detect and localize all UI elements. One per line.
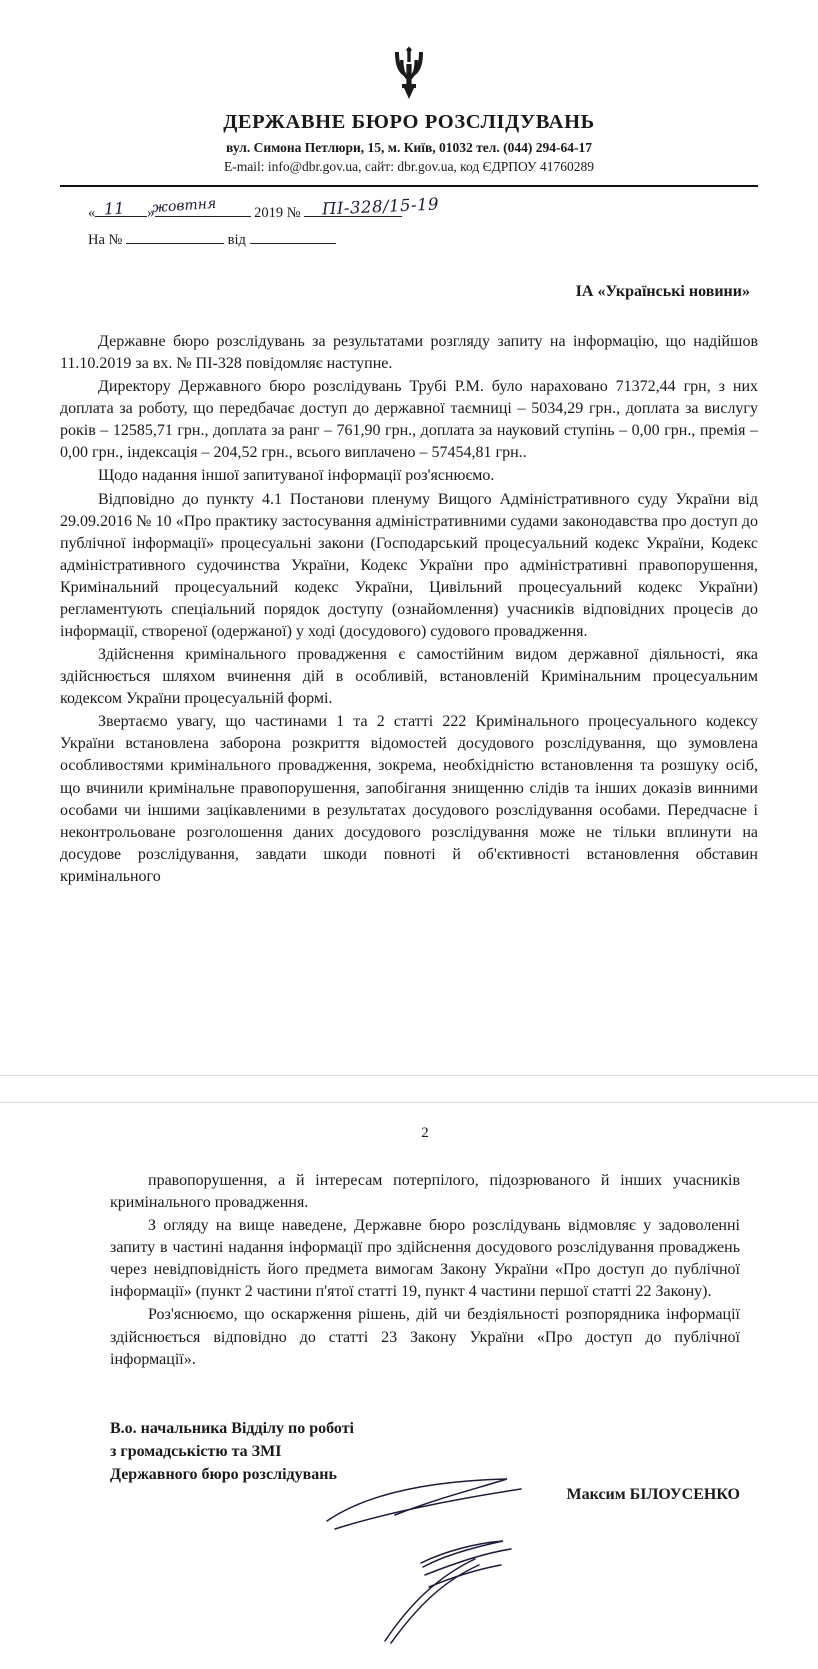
addressee: ІА «Українські новини»	[575, 283, 750, 300]
paragraph: Директору Державного бюро розслідувань Трубі Р.М. було нараховано 71372,44 грн, з них доплата за роботу, що передбачає доступ до державної таємниці – 5034,29 грн., доплата за вислугу років – 12585,71 грн., доплата за ранг – 761,90 грн., доплата за науковий ступінь – 0,00 грн., премія – 0,00 грн., індексація – 204,52 грн., всього виплачено – 57454,81 грн..	[60, 378, 758, 462]
registration-year: 2019	[254, 205, 284, 221]
page-number: 2	[421, 1125, 429, 1141]
page-separator	[0, 1075, 818, 1103]
emblem-container	[60, 46, 758, 105]
ukraine-trident-emblem-icon	[389, 46, 429, 100]
quote-open: «	[88, 205, 96, 221]
organization-address: вул. Симона Петлюри, 15, м. Київ, 01032 тел. (044) 294-64-17	[226, 140, 592, 155]
paragraph: Щодо надання іншої запитуваної інформації роз'яснюємо.	[98, 467, 495, 485]
handwritten-month: жовтня	[151, 195, 217, 217]
signer-position-line-3: Державного бюро розслідувань	[110, 1466, 337, 1484]
incoming-label: На №	[88, 232, 123, 248]
incoming-number-blank	[126, 228, 224, 244]
header-divider	[60, 185, 758, 187]
registration-number-label: №	[286, 205, 301, 221]
paragraph: Звертаємо увагу, що частинами 1 та 2 статті 222 Кримінального процесуального кодексу України встановлена заборона розкриття відомостей досудового розслідування, що зумовлена особливостями кримінального провадження, зокрема, необхідністю встановлення та розшуку осіб, що вчинили кримінальне правопорушення, запобігання знищенню слідів та інших доказів винними особами чи іншими зацікавленими в результатах досудового розслідування особами. Передчасне і неконтрольоване розголошення даних досудового розслідування може не тільки вплинути на досудове розслідування, завдати шкоди повноті й об'єктивності встановлення обставин кримінального	[60, 713, 758, 885]
incoming-line	[88, 228, 336, 249]
signer-name: Максим БІЛОУСЕНКО	[566, 1485, 740, 1503]
paragraph: Державне бюро розслідувань за результатами розгляду запиту на інформацію, що надійшов 11.10.2019 за вх. № ПІ-328 повідомляє наступне.	[60, 333, 758, 373]
incoming-date-blank	[250, 228, 336, 244]
signer-position	[110, 1417, 410, 1487]
paragraph: Роз'яснюємо, що оскарження рішень, дій чи бездіяльності розпорядника інформації здійснюється відповідно до статті 23 Закону України «Про доступ до публічної інформації».	[110, 1306, 740, 1368]
incoming-date-label: від	[227, 232, 246, 248]
paragraph: правопорушення, а й інтересам потерпілого, підозрюваного й інших учасників кримінального провадження.	[110, 1172, 740, 1212]
registration-block	[60, 194, 758, 261]
organization-title: ДЕРЖАВНЕ БЮРО РОЗСЛІДУВАНЬ	[223, 111, 595, 133]
organization-contacts: E-mail: info@dbr.gov.ua, сайт: dbr.gov.ua, код ЄДРПОУ 41760289	[224, 159, 594, 174]
handwritten-number: ПІ-328/15-19	[321, 194, 440, 219]
paragraph: Відповідно до пункту 4.1 Постанови пленуму Вищого Адміністративного суду України від 29.09.2016 № 10 «Про практику застосування адміністративними судами законодавства про доступ до публічної інформації» процесуальні закони (Господарський процесуальний кодекс України, Кодекс адміністративного судочинства України, Кодекс України про адміністративні правопорушення, Кримінальний процесуальний кодекс України, Цивільний процесуальний кодекс України) регламентують спеціальний порядок доступу (ознайомлення) учасників відповідних процесів до інформації, створеної (одержаної) у ході (досудового) судового провадження.	[60, 490, 758, 641]
paragraph: З огляду на вище наведене, Державне бюро розслідувань відмовляє у задоволенні запиту в частині надання інформації про здійснення досудового розслідування проваджень через невідповідність його предмета вимогам Закону України «Про доступ до публічної інформації» (пункт 2 частини п'ятої статті 19, пункт 4 частини першої статті 22 Закону).	[110, 1217, 740, 1301]
signature-block	[110, 1417, 740, 1503]
document-page-2	[0, 1103, 818, 1663]
paragraph: Здійснення кримінального провадження є самостійним видом державної діяльності, яка здійснюється шляхом вчинення дій в особливій, встановленій Кримінальним процесуальним кодексом України процесуальній формі.	[60, 646, 758, 708]
signer-position-line-1: В.о. начальника Відділу по роботі	[110, 1419, 354, 1437]
signer-position-line-2: з громадськістю та ЗМІ	[110, 1442, 282, 1460]
quote-close: »	[147, 205, 155, 221]
handwritten-day: 11	[103, 198, 125, 219]
